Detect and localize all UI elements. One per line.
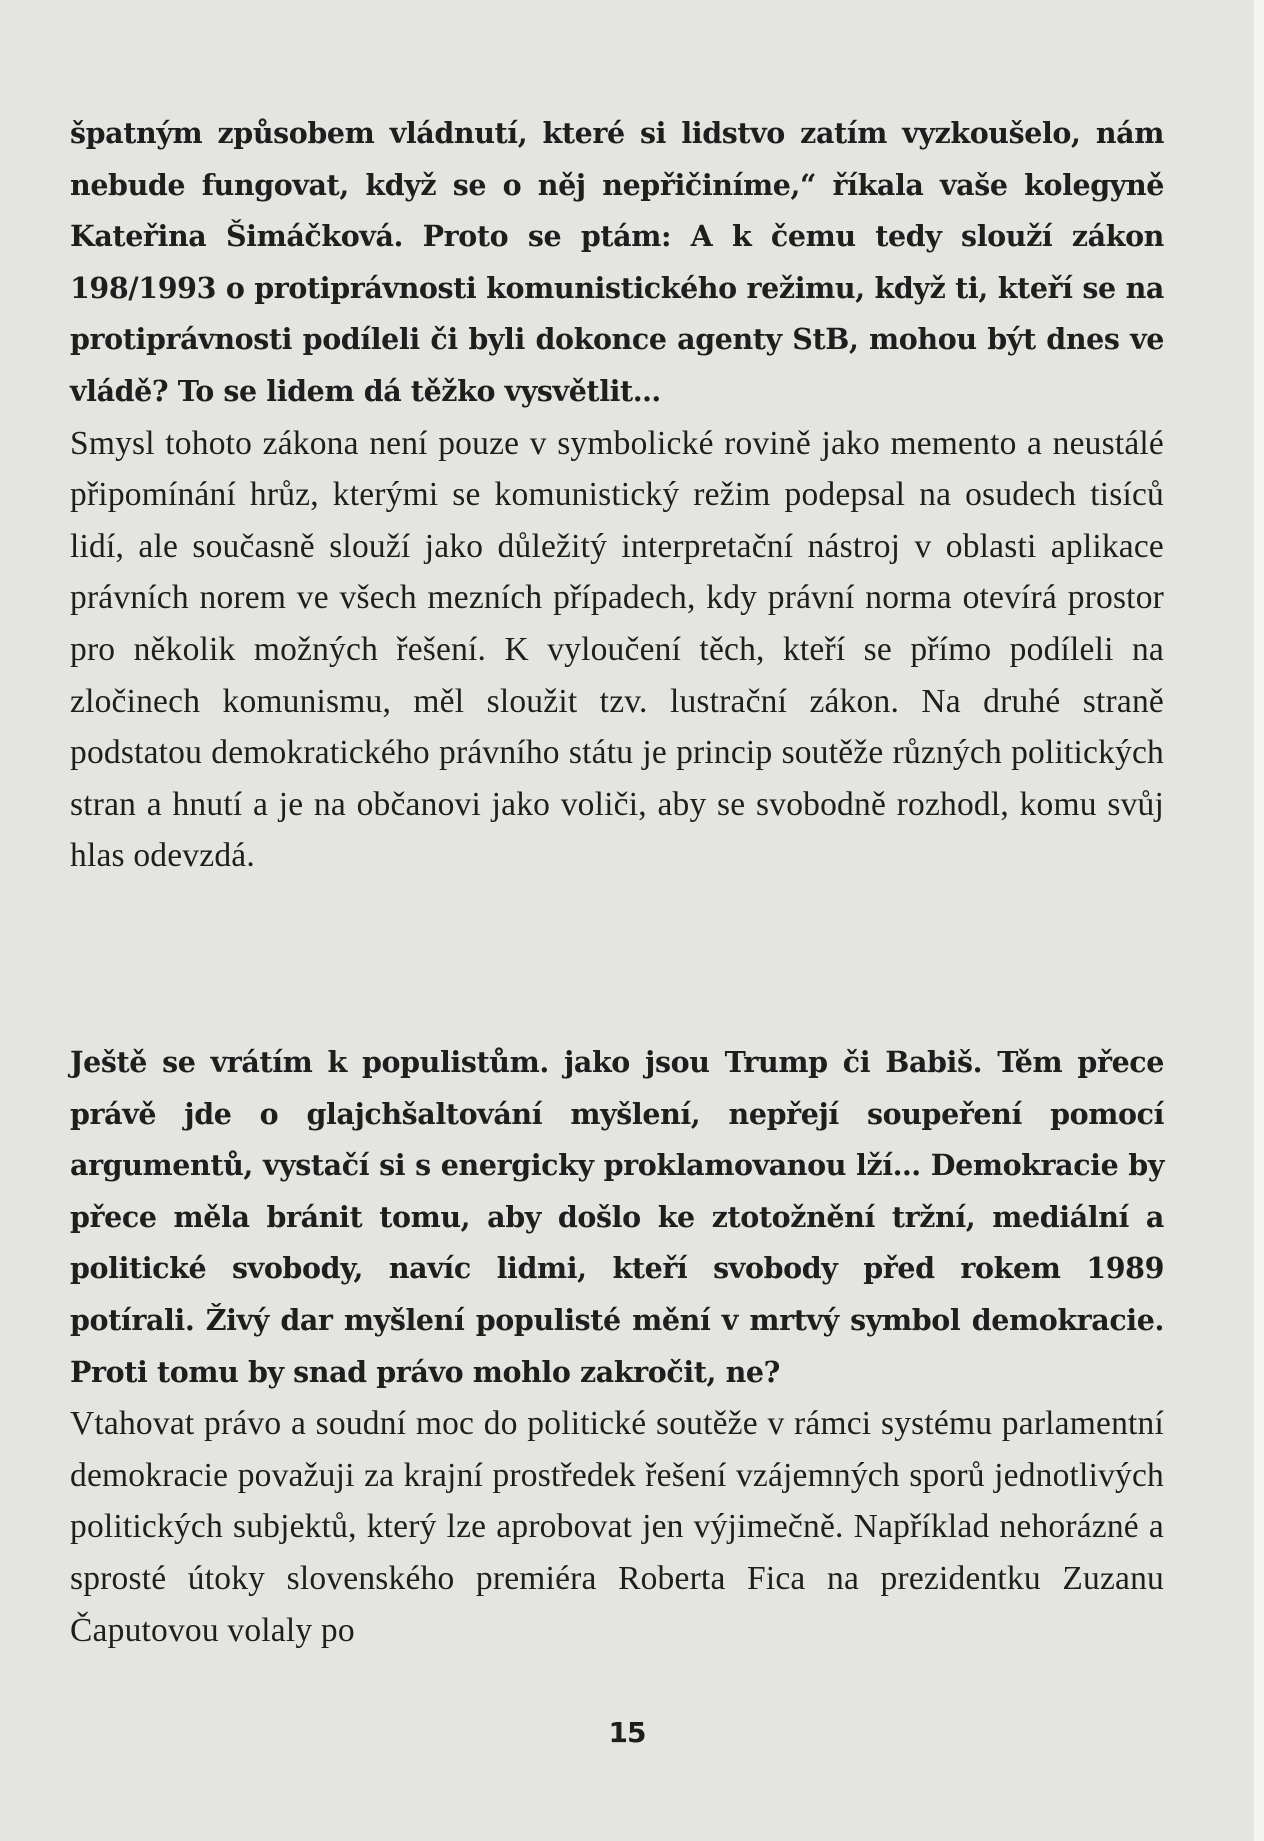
question-paragraph: špatným způsobem vládnutí, které si lidstvo zatím vyzkoušelo, nám nebude fungovat, když se o něj nepřičiníme,“ říkala vaše kolegyně Kateřina Šimáčková. Proto se ptám: A k čemu tedy slouží zákon 198/1993 o protiprávnosti komunistického režimu, když ti, kteří se na protiprávnosti podíleli či byli dokonce agenty StB, mohou být dnes ve vládě? To se lidem dá těžko vysvětlit…	[70, 116, 1164, 408]
answer-paragraph: Vtahovat právo a soudní moc do politické soutěže v rámci systému parlamentní demokracie považuji za krajní prostředek řešení vzájemných sporů jednotlivých politických subjektů, který lze aprobovat jen výjimečně. Například nehorázné a sprosté útoky slovenského premiéra Roberta Fica na prezidentku Zuzanu Čaputovou volaly po	[70, 1405, 1164, 1649]
page-edge	[1254, 0, 1264, 1841]
question-paragraph: Ještě se vrátím k populistům. jako jsou Trump či Babiš. Těm přece právě jde o glajchšaltování myšlení, nepřejí soupeření pomocí argumentů, vystačí si s energicky proklamovanou lží… Demokracie by přece měla bránit tomu, aby došlo ke ztotožnění tržní, mediální a politické svobody, navíc lidmi, kteří svobody před rokem 1989 potírali. Živý dar myšlení populisté mění v mrtvý symbol demokracie. Proti tomu by snad právo mohlo zakročit, ne?	[70, 1045, 1164, 1389]
page-number: 15	[608, 1716, 646, 1749]
interview-section-2	[70, 1037, 1164, 1656]
answer-paragraph: Smysl tohoto zákona není pouze v symbolické rovině jako memento a neustálé připomínání hrůz, kterými se komunistický režim podepsal na osudech tisíců lidí, ale současně slouží jako důležitý interpretační nástroj v oblasti aplikace právních norem ve všech mezních případech, kdy právní norma otevírá prostor pro několik možných řešení. K vyloučení těch, kteří se přímo podíleli na zločinech komunismu, měl sloužit tzv. lustrační zákon. Na druhé straně podstatou demokratického právního státu je princip soutěže různých politických stran a hnutí a je na občanovi jako voliči, aby se svobodně rozhodl, komu svůj hlas odevzdá.	[70, 424, 1164, 875]
interview-section-1	[70, 108, 1164, 882]
